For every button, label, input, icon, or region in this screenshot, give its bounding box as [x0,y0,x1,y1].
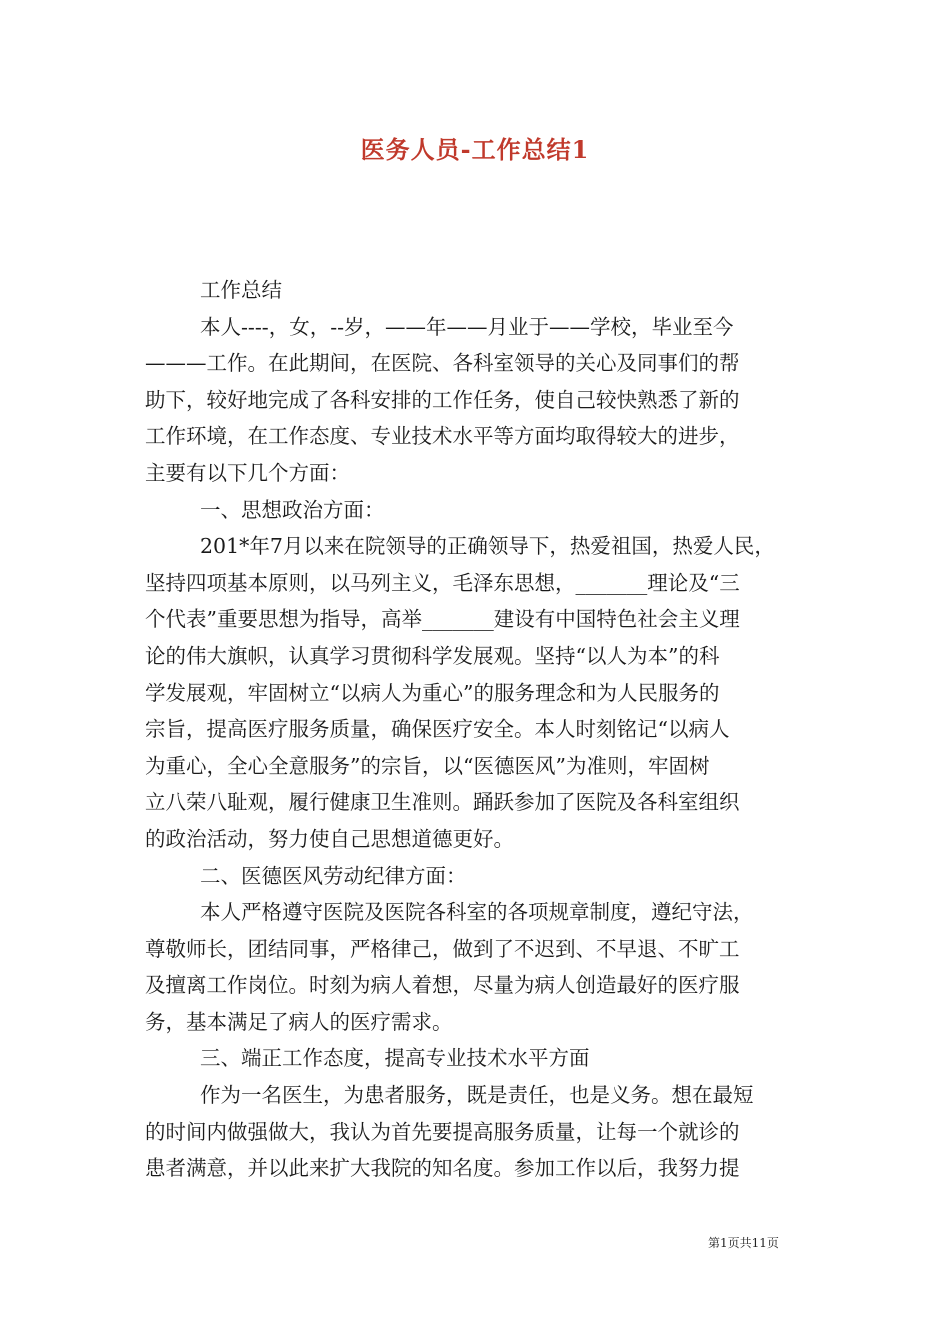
body-line: 坚持四项基本原则，以马列主义，毛泽东思想，_______理论及“三 [145,570,740,595]
body-line: 201*年7月以来在院领导的正确领导下，热爱祖国，热爱人民， [200,534,775,559]
body-line: 及擅离工作岗位。时刻为病人着想，尽量为病人创造最好的医疗服 [145,973,740,998]
body-line: 作为一名医生，为患者服务，既是责任，也是义务。想在最短 [200,1083,754,1108]
body-line: 宗旨，提高医疗服务质量，确保医疗安全。本人时刻铭记“以病人 [145,717,730,742]
body-line: 为重心，全心全意服务”的宗旨，以“医德医风”为准则，牢固树 [145,753,710,778]
document-body [145,272,805,1187]
body-line: 三、端正工作态度，提高专业技术水平方面 [200,1046,590,1071]
body-line: 论的伟大旗帜，认真学习贯彻科学发展观。坚持“以人为本”的科 [145,643,720,668]
document-title: 医务人员-工作总结1 [360,135,590,164]
body-line: 尊敬师长，团结同事，严格律己，做到了不迟到、不早退、不旷工 [145,936,740,961]
body-line: 务，基本满足了病人的医疗需求。 [145,1009,453,1034]
body-line: 主要有以下几个方面： [145,460,350,485]
body-line: 个代表”重要思想为指导，高举_______建设有中国特色社会主义理 [145,607,740,632]
body-line: 工作总结 [200,278,282,302]
body-line: 立八荣八耻观，履行健康卫生准则。踊跃参加了医院及各科室组织 [145,790,740,815]
page-number: 第1页共11页 [708,1236,779,1250]
body-line: 的时间内做强做大，我认为首先要提高服务质量，让每一个就诊的 [145,1119,740,1144]
body-line: 患者满意，并以此来扩大我院的知名度。参加工作以后，我努力提 [145,1156,740,1181]
body-line: 的政治活动，努力使自己思想道德更好。 [145,826,514,851]
body-line: 本人严格遵守医院及医院各科室的各项规章制度，遵纪守法， [200,900,754,925]
body-line: 工作环境，在工作态度、专业技术水平等方面均取得较大的进步， [145,424,740,449]
body-line: 学发展观，牢固树立“以病人为重心”的服务理念和为人民服务的 [145,680,720,705]
body-line: ———工作。在此期间，在医院、各科室领导的关心及同事们的帮 [145,351,740,376]
body-line: 一、思想政治方面： [200,497,385,522]
body-line: 二、医德医风劳动纪律方面： [200,863,467,888]
body-line: 本人----，女，--岁，——年——月业于——学校，毕业至今 [200,314,734,339]
body-line: 助下，较好地完成了各科安排的工作任务，使自己较快熟悉了新的 [145,387,740,412]
